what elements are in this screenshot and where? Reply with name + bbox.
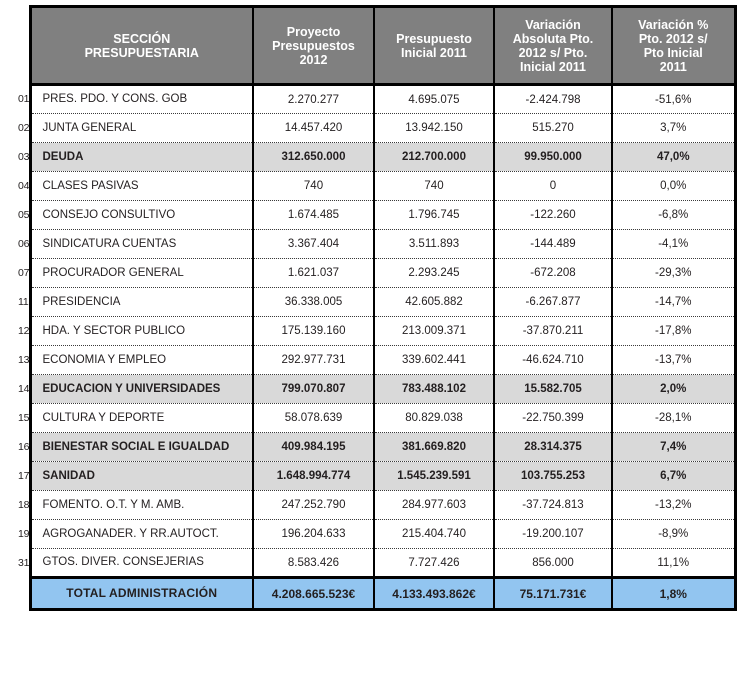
cell-variacion-absoluta: -144.489 [494,230,612,259]
column-header-seccion [30,7,253,85]
column-header-variacion-pct-line-3: Pto Inicial [643,45,703,60]
cell-seccion: EDUCACION Y UNIVERSIDADES [30,375,253,404]
cell-seccion: CONSEJO CONSULTIVO [30,201,253,230]
cell-seccion: SINDICATURA CUENTAS [30,230,253,259]
column-header-inicial-line-1: Presupuesto [396,31,472,46]
cell-proyecto-2012: 740 [253,172,374,201]
cell-presupuesto-inicial-2011: 783.488.102 [374,375,494,404]
table-row [18,491,735,520]
row-number: 02 [18,122,30,134]
column-header-seccion-line-2: PRESUPUESTARIA [84,45,199,60]
cell-variacion-absoluta: -46.624.710 [494,346,612,375]
header-rownum-gutter [18,7,30,85]
cell-proyecto-2012: 312.650.000 [253,143,374,172]
row-number: 11 [18,296,29,308]
cell-seccion: ECONOMIA Y EMPLEO [30,346,253,375]
cell-presupuesto-inicial-2011: 381.669.820 [374,433,494,462]
cell-presupuesto-inicial-2011: 3.511.893 [374,230,494,259]
cell-variacion-absoluta: -672.208 [494,259,612,288]
cell-proyecto-2012: 409.984.195 [253,433,374,462]
cell-presupuesto-inicial-2011: 212.700.000 [374,143,494,172]
cell-proyecto-2012: 1.674.485 [253,201,374,230]
table-row [18,259,735,288]
cell-variacion-porcentaje: -4,1% [612,230,735,259]
cell-variacion-porcentaje: -14,7% [612,288,735,317]
row-number: 31 [18,557,30,569]
row-number [18,578,30,610]
cell-variacion-porcentaje: -28,1% [612,404,735,433]
cell-presupuesto-inicial-2011: 213.009.371 [374,317,494,346]
cell-variacion-porcentaje: -8,9% [612,520,735,549]
row-number: 05 [18,209,30,221]
table-row [18,404,735,433]
table-row [18,143,735,172]
row-number: 03 [18,151,30,163]
cell-presupuesto-inicial-2011: 339.602.441 [374,346,494,375]
cell-variacion-porcentaje: -13,2% [612,491,735,520]
cell-seccion: BIENESTAR SOCIAL E IGUALDAD [30,433,253,462]
cell-proyecto-2012: 2.270.277 [253,85,374,114]
cell-seccion: HDA. Y SECTOR PUBLICO [30,317,253,346]
total-presupuesto-inicial-2011: 4.133.493.862€ [374,578,494,610]
column-header-variacion-porcentaje [612,7,735,85]
row-number: 14 [18,383,30,395]
row-number: 15 [18,412,30,424]
cell-proyecto-2012: 175.139.160 [253,317,374,346]
row-number: 17 [18,470,30,482]
row-number: 18 [18,499,30,511]
cell-proyecto-2012: 8.583.426 [253,549,374,578]
table-row [18,520,735,549]
row-number: 13 [18,354,30,366]
cell-proyecto-2012: 1.648.994.774 [253,462,374,491]
column-header-proyecto-2012 [253,7,374,85]
cell-presupuesto-inicial-2011: 7.727.426 [374,549,494,578]
table-row [18,201,735,230]
total-variacion-porcentaje: 1,8% [612,578,735,610]
cell-proyecto-2012: 14.457.420 [253,114,374,143]
column-header-variacion-abs-line-3: 2012 s/ Pto. [518,45,588,60]
cell-variacion-porcentaje: 7,4% [612,433,735,462]
cell-proyecto-2012: 247.252.790 [253,491,374,520]
total-variacion-absoluta: 75.171.731€ [494,578,612,610]
cell-variacion-absoluta: 103.755.253 [494,462,612,491]
cell-seccion: PRES. PDO. Y CONS. GOB [30,85,253,114]
cell-presupuesto-inicial-2011: 740 [374,172,494,201]
cell-variacion-porcentaje: -29,3% [612,259,735,288]
cell-seccion: PROCURADOR GENERAL [30,259,253,288]
cell-variacion-porcentaje: 6,7% [612,462,735,491]
row-number: 04 [18,180,30,192]
cell-variacion-absoluta: 99.950.000 [494,143,612,172]
cell-seccion: FOMENTO. O.T. Y M. AMB. [30,491,253,520]
cell-seccion: JUNTA GENERAL [30,114,253,143]
table-total-row [18,578,735,610]
cell-variacion-porcentaje: -6,8% [612,201,735,230]
column-header-variacion-pct-line-4: 2011 [659,59,687,74]
cell-variacion-absoluta: -37.870.211 [494,317,612,346]
column-header-inicial-line-2: Inicial 2011 [400,45,468,60]
table-row [18,230,735,259]
cell-presupuesto-inicial-2011: 42.605.882 [374,288,494,317]
cell-variacion-absoluta: -19.200.107 [494,520,612,549]
column-header-proyecto-line-2: Presupuestos [272,38,355,53]
row-number: 16 [18,441,30,453]
cell-variacion-absoluta: 28.314.375 [494,433,612,462]
cell-variacion-absoluta: 856.000 [494,549,612,578]
cell-proyecto-2012: 3.367.404 [253,230,374,259]
cell-presupuesto-inicial-2011: 215.404.740 [374,520,494,549]
column-header-proyecto-line-1: Proyecto [286,24,341,39]
column-header-proyecto-line-3: 2012 [299,52,328,67]
row-number: 12 [18,325,30,337]
cell-seccion: PRESIDENCIA [30,288,253,317]
table-row [18,85,735,114]
table-row [18,375,735,404]
cell-presupuesto-inicial-2011: 80.829.038 [374,404,494,433]
header-row [18,7,735,85]
cell-presupuesto-inicial-2011: 1.796.745 [374,201,494,230]
cell-proyecto-2012: 196.204.633 [253,520,374,549]
cell-seccion: CULTURA Y DEPORTE [30,404,253,433]
cell-proyecto-2012: 1.621.037 [253,259,374,288]
cell-variacion-porcentaje: -51,6% [612,85,735,114]
table-row [18,433,735,462]
cell-presupuesto-inicial-2011: 1.545.239.591 [374,462,494,491]
table-row [18,172,735,201]
cell-variacion-porcentaje: 11,1% [612,549,735,578]
cell-variacion-absoluta: -37.724.813 [494,491,612,520]
cell-proyecto-2012: 36.338.005 [253,288,374,317]
table-row [18,462,735,491]
column-header-variacion-abs-line-2: Absoluta Pto. [512,31,594,46]
row-number: 19 [18,528,30,540]
cell-variacion-absoluta: -122.260 [494,201,612,230]
table-row [18,317,735,346]
cell-variacion-porcentaje: 47,0% [612,143,735,172]
cell-proyecto-2012: 799.070.807 [253,375,374,404]
cell-seccion: CLASES PASIVAS [30,172,253,201]
cell-proyecto-2012: 58.078.639 [253,404,374,433]
column-header-variacion-pct-line-2: Pto. 2012 s/ [638,31,708,46]
cell-variacion-porcentaje: 3,7% [612,114,735,143]
cell-presupuesto-inicial-2011: 13.942.150 [374,114,494,143]
row-number: 01 [18,93,30,105]
cell-variacion-porcentaje: 0,0% [612,172,735,201]
column-header-variacion-absoluta [494,7,612,85]
table-row [18,346,735,375]
row-number: 07 [18,267,30,279]
cell-variacion-porcentaje: 2,0% [612,375,735,404]
table-body [18,85,735,610]
cell-presupuesto-inicial-2011: 2.293.245 [374,259,494,288]
column-header-variacion-pct-line-1: Variación % [638,17,709,32]
cell-seccion: DEUDA [30,143,253,172]
cell-variacion-absoluta: 15.582.705 [494,375,612,404]
cell-presupuesto-inicial-2011: 4.695.075 [374,85,494,114]
budget-table [18,5,737,611]
total-proyecto-2012: 4.208.665.523€ [253,578,374,610]
column-header-variacion-abs-line-4: Inicial 2011 [519,59,587,74]
cell-seccion: SANIDAD [30,462,253,491]
cell-variacion-porcentaje: -13,7% [612,346,735,375]
column-header-presupuesto-inicial-2011 [374,7,494,85]
cell-presupuesto-inicial-2011: 284.977.603 [374,491,494,520]
cell-variacion-absoluta: -22.750.399 [494,404,612,433]
column-header-variacion-abs-line-1: Variación [525,17,581,32]
table-row [18,549,735,578]
cell-variacion-absoluta: -6.267.877 [494,288,612,317]
cell-variacion-absoluta: 515.270 [494,114,612,143]
cell-variacion-absoluta: -2.424.798 [494,85,612,114]
table-row [18,288,735,317]
row-number: 06 [18,238,30,250]
cell-variacion-absoluta: 0 [494,172,612,201]
column-header-seccion-line-1: SECCIÓN [113,31,171,46]
cell-proyecto-2012: 292.977.731 [253,346,374,375]
table-header [18,7,735,85]
total-label: TOTAL ADMINISTRACIÓN [30,578,253,610]
cell-seccion: AGROGANADER. Y RR.AUTOCT. [30,520,253,549]
table-row [18,114,735,143]
cell-variacion-porcentaje: -17,8% [612,317,735,346]
cell-seccion: GTOS. DIVER. CONSEJERIAS [30,549,253,578]
